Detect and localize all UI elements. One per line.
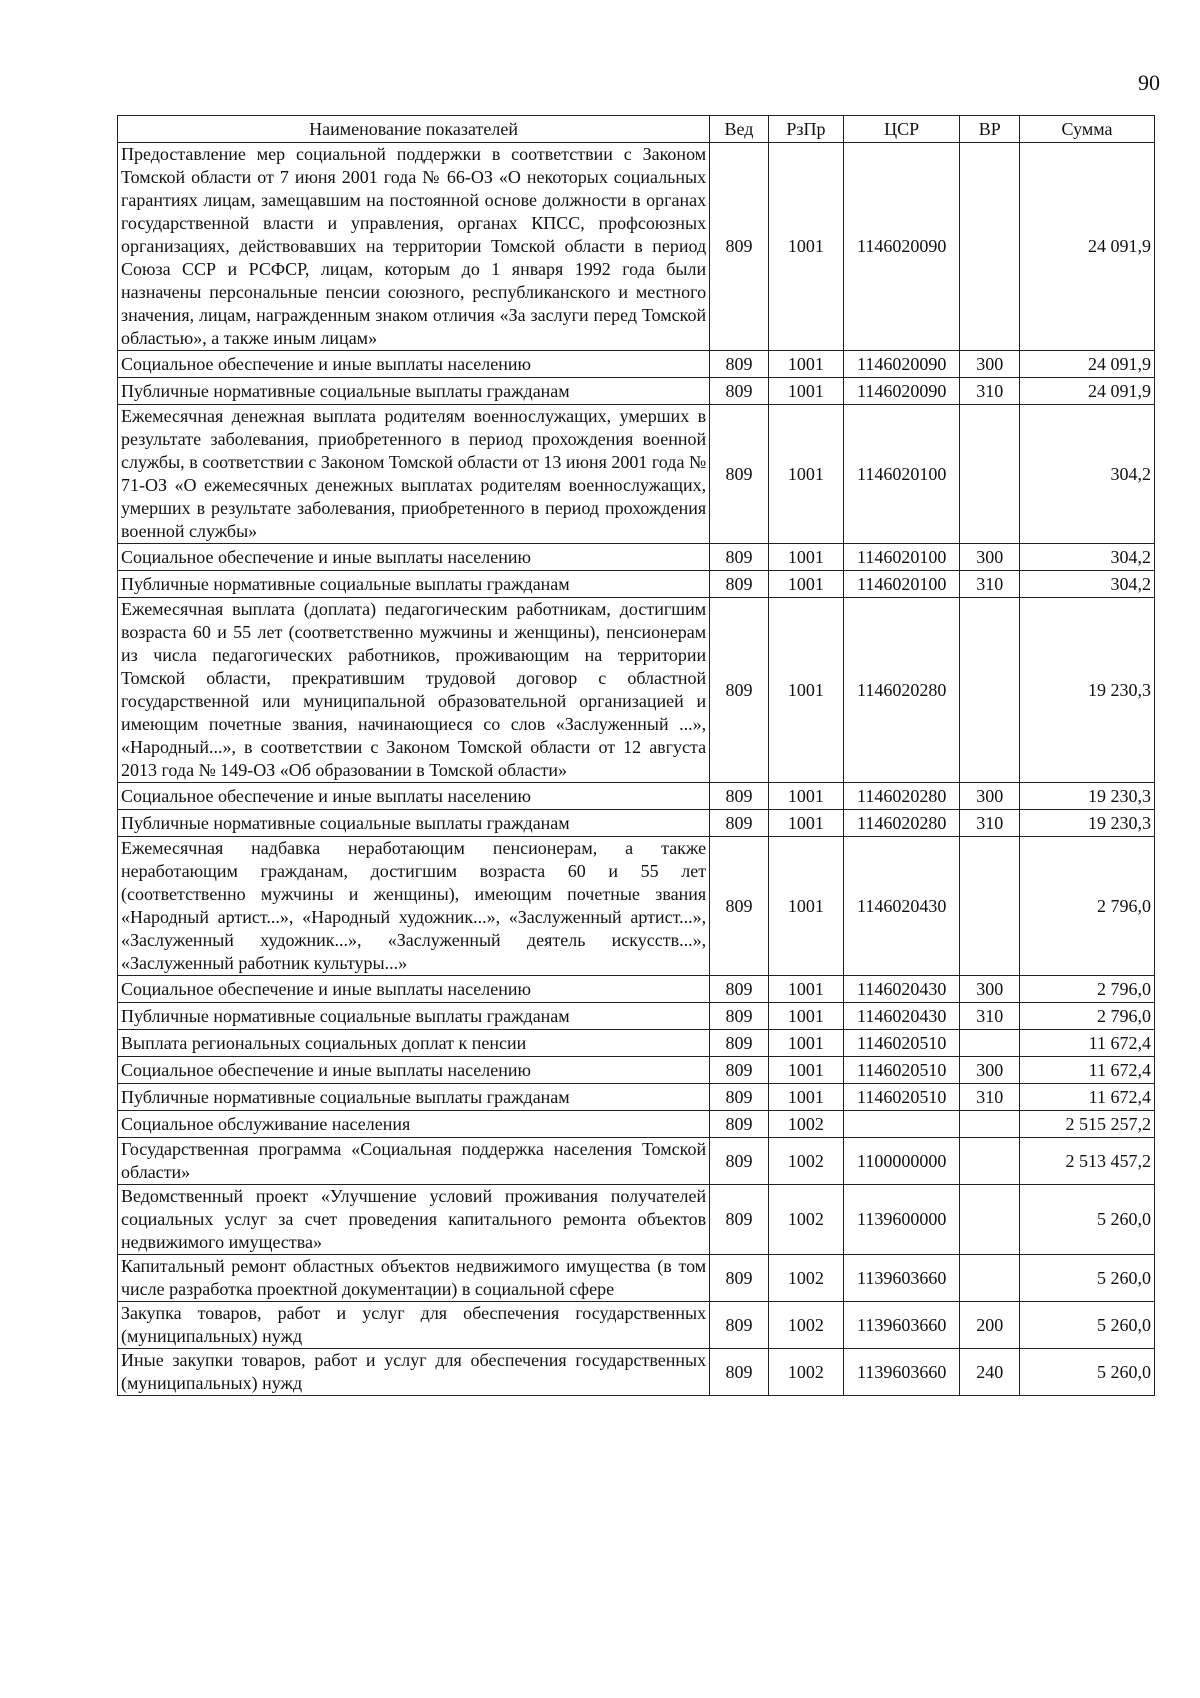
cell-rzpr: 1001 — [768, 378, 843, 405]
cell-ved: 809 — [710, 1057, 769, 1084]
cell-csr: 1146020090 — [843, 378, 959, 405]
cell-rzpr: 1001 — [768, 837, 843, 976]
cell-sum: 2 513 457,2 — [1020, 1138, 1155, 1185]
cell-rzpr: 1001 — [768, 810, 843, 837]
cell-sum: 2 796,0 — [1020, 1003, 1155, 1030]
cell-csr: 1100000000 — [843, 1138, 959, 1185]
cell-ved: 809 — [710, 976, 769, 1003]
cell-csr: 1146020100 — [843, 571, 959, 598]
cell-name: Ежемесячная денежная выплата родителям военнослужащих, умерших в результате заболевания, приобретенного в период прохождения военной службы, в соответствии с Законом Томской области от 13 июня 2001 года № 71-ОЗ «О ежемесячных денежных выплатах родителям военнослужащих, умерших в результате заболевания, приобретенного в период прохождения военной службы» — [118, 405, 710, 544]
cell-sum: 19 230,3 — [1020, 598, 1155, 783]
header-sum: Сумма — [1020, 116, 1155, 143]
cell-vr: 300 — [960, 976, 1020, 1003]
cell-rzpr: 1002 — [768, 1302, 843, 1349]
table-row — [118, 571, 1155, 598]
cell-csr: 1146020430 — [843, 1003, 959, 1030]
table-header-row — [118, 116, 1155, 143]
cell-ved: 809 — [710, 783, 769, 810]
cell-name: Ежемесячная надбавка неработающим пенсионерам, а также неработающим гражданам, достигшим возраста 60 и 55 лет (соответственно мужчины и женщины), имеющим почетные звания «Народный артист...», «Народный художник...», «Заслуженный артист...», «Заслуженный художник...», «Заслуженный деятель искусств...», «Заслуженный работник культуры...» — [118, 837, 710, 976]
table-body — [118, 143, 1155, 1396]
cell-name: Социальное обеспечение и иные выплаты населению — [118, 783, 710, 810]
cell-sum: 19 230,3 — [1020, 783, 1155, 810]
cell-rzpr: 1001 — [768, 976, 843, 1003]
cell-ved: 809 — [710, 143, 769, 351]
cell-ved: 809 — [710, 1255, 769, 1302]
cell-name: Социальное обеспечение и иные выплаты населению — [118, 544, 710, 571]
table-row — [118, 544, 1155, 571]
cell-sum: 5 260,0 — [1020, 1349, 1155, 1396]
header-vr: ВР — [960, 116, 1020, 143]
cell-csr: 1139600000 — [843, 1185, 959, 1255]
cell-rzpr: 1001 — [768, 143, 843, 351]
table-row — [118, 783, 1155, 810]
table-row — [118, 1084, 1155, 1111]
cell-name: Публичные нормативные социальные выплаты гражданам — [118, 810, 710, 837]
cell-csr: 1146020280 — [843, 810, 959, 837]
table-row — [118, 351, 1155, 378]
cell-vr — [960, 837, 1020, 976]
cell-vr — [960, 143, 1020, 351]
cell-rzpr: 1001 — [768, 1030, 843, 1057]
cell-ved: 809 — [710, 1084, 769, 1111]
cell-vr — [960, 405, 1020, 544]
cell-csr: 1139603660 — [843, 1255, 959, 1302]
cell-sum: 304,2 — [1020, 571, 1155, 598]
cell-csr: 1146020280 — [843, 783, 959, 810]
cell-csr: 1146020430 — [843, 837, 959, 976]
cell-sum: 19 230,3 — [1020, 810, 1155, 837]
cell-sum: 24 091,9 — [1020, 378, 1155, 405]
cell-sum: 24 091,9 — [1020, 143, 1155, 351]
header-ved: Вед — [710, 116, 769, 143]
cell-rzpr: 1001 — [768, 544, 843, 571]
cell-name: Публичные нормативные социальные выплаты гражданам — [118, 378, 710, 405]
cell-vr — [960, 1111, 1020, 1138]
cell-sum: 2 796,0 — [1020, 837, 1155, 976]
table-row — [118, 1255, 1155, 1302]
cell-sum: 5 260,0 — [1020, 1185, 1155, 1255]
cell-vr: 310 — [960, 810, 1020, 837]
cell-csr: 1146020510 — [843, 1057, 959, 1084]
header-rzpr: РзПр — [768, 116, 843, 143]
cell-sum: 304,2 — [1020, 544, 1155, 571]
cell-sum: 2 796,0 — [1020, 976, 1155, 1003]
cell-ved: 809 — [710, 544, 769, 571]
cell-rzpr: 1001 — [768, 783, 843, 810]
cell-vr — [960, 598, 1020, 783]
cell-rzpr: 1001 — [768, 351, 843, 378]
cell-ved: 809 — [710, 1185, 769, 1255]
cell-rzpr: 1002 — [768, 1349, 843, 1396]
cell-name: Социальное обеспечение и иные выплаты населению — [118, 351, 710, 378]
cell-name: Ежемесячная выплата (доплата) педагогическим работникам, достигшим возраста 60 и 55 лет (соответственно мужчины и женщины), пенсионерам из числа педагогических работников, проживающим на территории Томской области, прекратившим трудовой договор с областной государственной или муниципальной образовательной организацией и имеющим почетные звания, начинающиеся со слов «Заслуженный ...», «Народный...», в соответствии с Законом Томской области от 12 августа 2013 года № 149-ОЗ «Об образовании в Томской области» — [118, 598, 710, 783]
table-row — [118, 810, 1155, 837]
table-row — [118, 1030, 1155, 1057]
cell-name: Выплата региональных социальных доплат к пенсии — [118, 1030, 710, 1057]
header-csr: ЦСР — [843, 116, 959, 143]
cell-ved: 809 — [710, 1138, 769, 1185]
cell-csr: 1146020100 — [843, 405, 959, 544]
cell-name: Публичные нормативные социальные выплаты гражданам — [118, 1003, 710, 1030]
cell-name: Социальное обслуживание населения — [118, 1111, 710, 1138]
budget-table — [117, 115, 1155, 1396]
cell-sum: 2 515 257,2 — [1020, 1111, 1155, 1138]
cell-ved: 809 — [710, 837, 769, 976]
cell-ved: 809 — [710, 598, 769, 783]
cell-rzpr: 1001 — [768, 1057, 843, 1084]
header-name: Наименование показателей — [118, 116, 710, 143]
table-row — [118, 1349, 1155, 1396]
table-row — [118, 1057, 1155, 1084]
cell-rzpr: 1002 — [768, 1255, 843, 1302]
cell-name: Публичные нормативные социальные выплаты гражданам — [118, 1084, 710, 1111]
cell-vr — [960, 1030, 1020, 1057]
cell-name: Социальное обеспечение и иные выплаты населению — [118, 1057, 710, 1084]
cell-ved: 809 — [710, 1302, 769, 1349]
cell-vr: 300 — [960, 1057, 1020, 1084]
table-row — [118, 1111, 1155, 1138]
cell-ved: 809 — [710, 1030, 769, 1057]
cell-sum: 24 091,9 — [1020, 351, 1155, 378]
cell-vr: 310 — [960, 1084, 1020, 1111]
cell-csr: 1139603660 — [843, 1349, 959, 1396]
table-row — [118, 378, 1155, 405]
cell-vr: 310 — [960, 378, 1020, 405]
cell-csr: 1146020510 — [843, 1084, 959, 1111]
cell-sum: 304,2 — [1020, 405, 1155, 544]
table-row — [118, 976, 1155, 1003]
cell-ved: 809 — [710, 1003, 769, 1030]
cell-rzpr: 1001 — [768, 598, 843, 783]
cell-rzpr: 1001 — [768, 1003, 843, 1030]
cell-name: Социальное обеспечение и иные выплаты населению — [118, 976, 710, 1003]
cell-csr — [843, 1111, 959, 1138]
cell-csr: 1146020280 — [843, 598, 959, 783]
table-row — [118, 143, 1155, 351]
cell-vr — [960, 1138, 1020, 1185]
cell-vr: 300 — [960, 351, 1020, 378]
cell-vr: 310 — [960, 571, 1020, 598]
cell-ved: 809 — [710, 1111, 769, 1138]
cell-ved: 809 — [710, 405, 769, 544]
cell-ved: 809 — [710, 571, 769, 598]
cell-rzpr: 1002 — [768, 1185, 843, 1255]
cell-ved: 809 — [710, 351, 769, 378]
cell-csr: 1146020090 — [843, 143, 959, 351]
table-row — [118, 1138, 1155, 1185]
cell-ved: 809 — [710, 378, 769, 405]
cell-vr — [960, 1255, 1020, 1302]
cell-name: Публичные нормативные социальные выплаты гражданам — [118, 571, 710, 598]
cell-vr: 300 — [960, 783, 1020, 810]
cell-rzpr: 1002 — [768, 1138, 843, 1185]
cell-csr: 1146020090 — [843, 351, 959, 378]
table-row — [118, 1302, 1155, 1349]
cell-name: Государственная программа «Социальная поддержка населения Томской области» — [118, 1138, 710, 1185]
cell-sum: 11 672,4 — [1020, 1030, 1155, 1057]
cell-csr: 1146020100 — [843, 544, 959, 571]
cell-rzpr: 1002 — [768, 1111, 843, 1138]
cell-sum: 11 672,4 — [1020, 1057, 1155, 1084]
cell-rzpr: 1001 — [768, 571, 843, 598]
cell-name: Предоставление мер социальной поддержки в соответствии с Законом Томской области от 7 июня 2001 года № 66-ОЗ «О некоторых социальных гарантиях лицам, замещавшим на постоянной основе должности в органах государственной власти и управления, органах КПСС, профсоюзных организациях, действовавших на территории Томской области в период Союза ССР и РСФСР, лицам, которым до 1 января 1992 года были назначены персональные пенсии союзного, республиканского и местного значения, лицам, награжденным знаком отличия «За заслуги перед Томской областью», а также иным лицам» — [118, 143, 710, 351]
cell-name: Иные закупки товаров, работ и услуг для обеспечения государственных (муниципальных) нужд — [118, 1349, 710, 1396]
cell-csr: 1139603660 — [843, 1302, 959, 1349]
cell-ved: 809 — [710, 1349, 769, 1396]
table-row — [118, 837, 1155, 976]
cell-sum: 5 260,0 — [1020, 1302, 1155, 1349]
cell-sum: 5 260,0 — [1020, 1255, 1155, 1302]
table-row — [118, 598, 1155, 783]
cell-rzpr: 1001 — [768, 405, 843, 544]
table-row — [118, 1003, 1155, 1030]
cell-vr: 300 — [960, 544, 1020, 571]
table-row — [118, 1185, 1155, 1255]
cell-vr: 310 — [960, 1003, 1020, 1030]
cell-csr: 1146020430 — [843, 976, 959, 1003]
table-row — [118, 405, 1155, 544]
cell-vr: 240 — [960, 1349, 1020, 1396]
cell-name: Закупка товаров, работ и услуг для обеспечения государственных (муниципальных) нужд — [118, 1302, 710, 1349]
cell-ved: 809 — [710, 810, 769, 837]
cell-vr — [960, 1185, 1020, 1255]
cell-csr: 1146020510 — [843, 1030, 959, 1057]
cell-sum: 11 672,4 — [1020, 1084, 1155, 1111]
cell-name: Ведомственный проект «Улучшение условий проживания получателей социальных услуг за счет проведения капитального ремонта объектов недвижимого имущества» — [118, 1185, 710, 1255]
page-number: 90 — [1138, 70, 1160, 95]
cell-rzpr: 1001 — [768, 1084, 843, 1111]
cell-name: Капитальный ремонт областных объектов недвижимого имущества (в том числе разработка проектной документации) в социальной сфере — [118, 1255, 710, 1302]
cell-vr: 200 — [960, 1302, 1020, 1349]
